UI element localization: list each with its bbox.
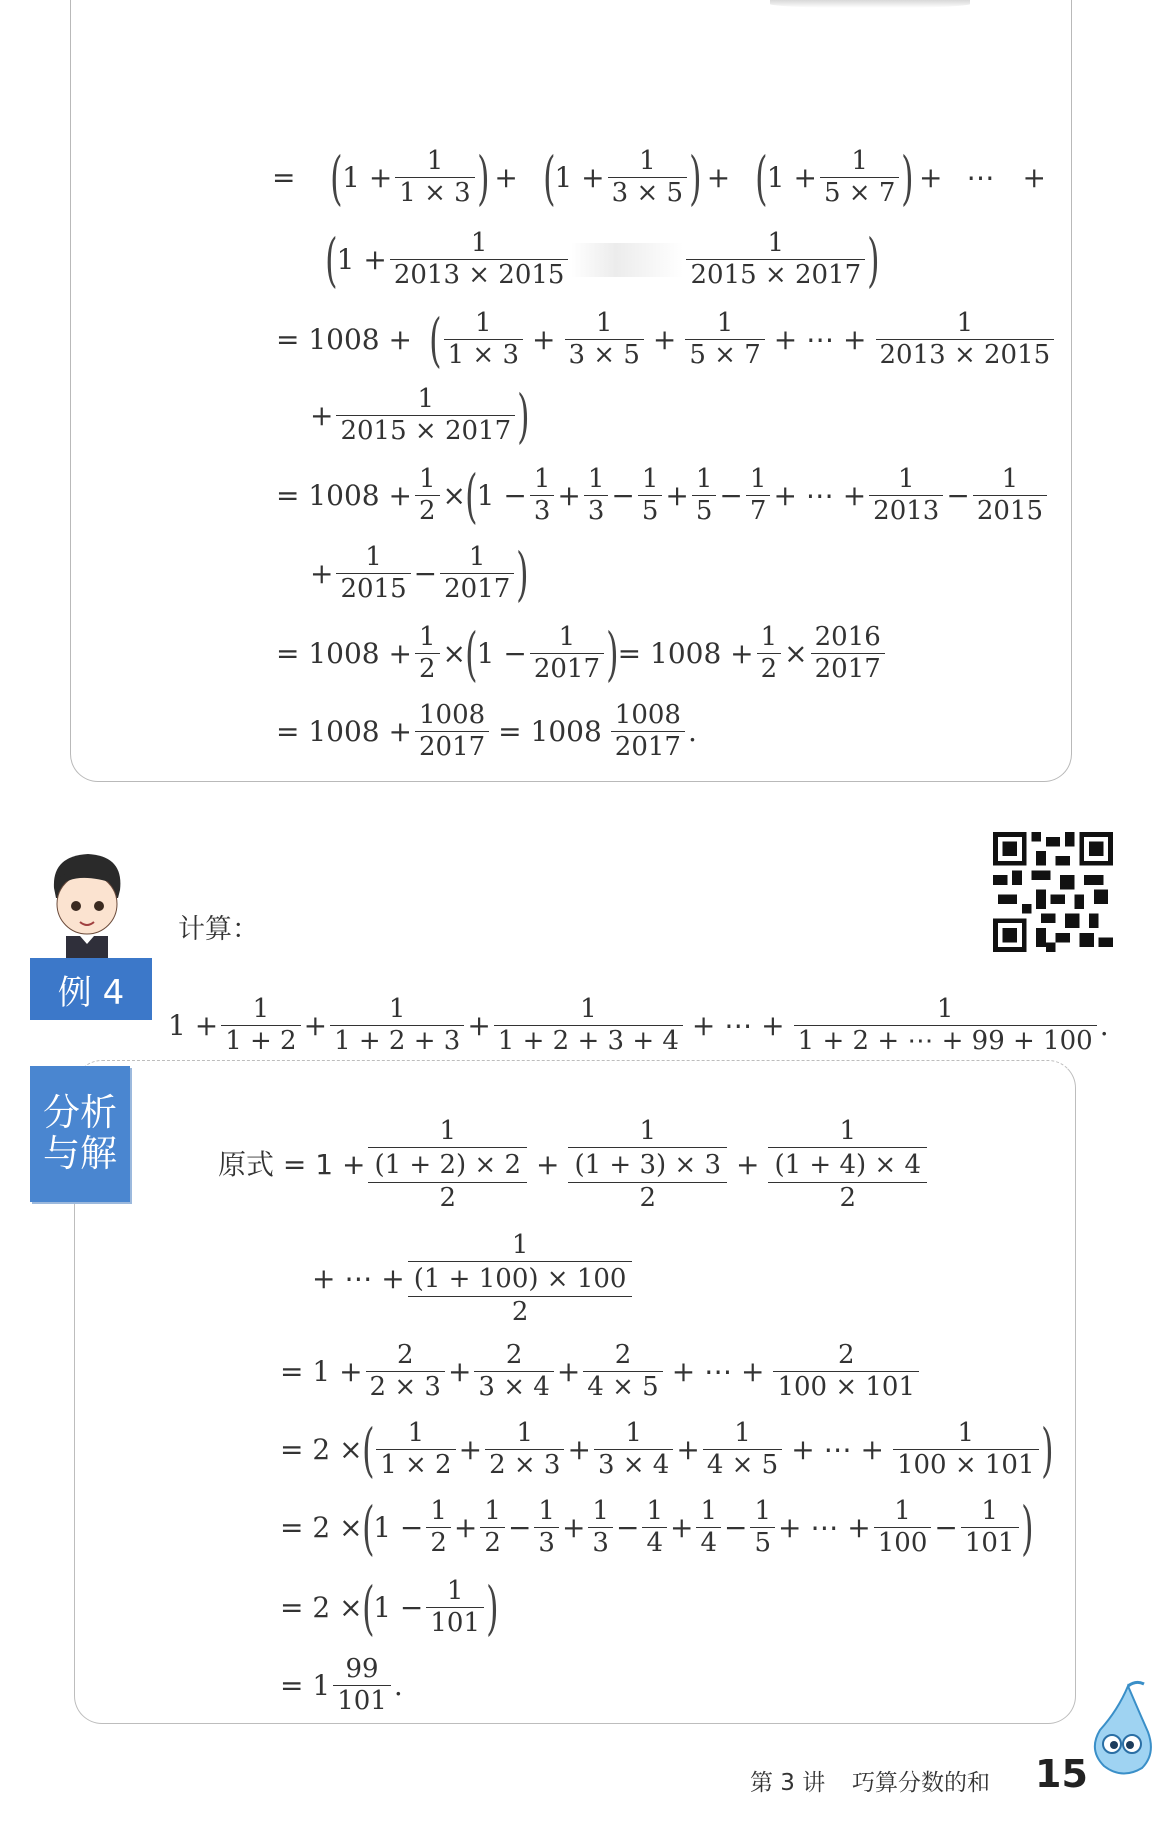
fraction: $\frac{1}{100 \times 101}$	[893, 1420, 1039, 1480]
fraction: $\frac{1}{4 \times 5}$	[703, 1420, 782, 1480]
ellipsis: + ⋯ +	[691, 1008, 785, 1042]
term: = 1008 +	[276, 636, 412, 670]
fraction: $\frac{2016}{2017}$	[811, 624, 885, 684]
fraction: $\frac{1}{2015}$	[336, 544, 410, 604]
fraction: $\frac{1008}{2017}$	[415, 702, 489, 762]
fraction: $\frac{2}{100 \times 101}$	[773, 1342, 919, 1402]
boy-mascot-icon	[44, 848, 130, 958]
fraction: $\frac{99}{101}$	[333, 1656, 391, 1716]
fraction: $\frac{1}{3}$	[534, 1498, 559, 1558]
top-line-1: = ( 1 + $\frac{1}{1 \times 3}$ ) + ( 1 + $\frac{1}{3 \times 5}$ ) + ( 1 + $\frac{1}{5 \times 7}$ ) + ⋯ +	[272, 143, 1046, 212]
analysis-line-7: = 1 $\frac{99}{101}$ .	[280, 1654, 403, 1717]
fraction: $\frac{1}{1 \times 2}$	[376, 1420, 455, 1480]
times-sign: ×	[442, 478, 466, 512]
fraction: $\frac{1}{2 \times 3}$	[485, 1420, 564, 1480]
fraction: $\frac{2}{4 \times 5}$	[583, 1342, 662, 1402]
fraction: $\frac{1}{1 + 2 + 3 + 4}$	[494, 996, 683, 1056]
fraction: $\frac{1}{101}$	[961, 1498, 1019, 1558]
term: 1 +	[766, 160, 817, 194]
term: + ⋯ +	[312, 1261, 405, 1295]
plus-sign: +	[706, 160, 731, 194]
term: = 1008 +	[276, 478, 412, 512]
analysis-line-1: 原式 = 1 + 1 (1 + 2) × 2 2 + 1 (1 + 3) × 3 2 + 1 (1 + 4) × 4 2	[218, 1118, 930, 1212]
compound-fraction: 1 (1 + 2) × 2 2	[368, 1118, 527, 1212]
term: 原式 = 1 +	[218, 1147, 366, 1181]
fraction: $\frac{1}{2015 \times 2017}$	[336, 386, 515, 446]
term: = 1008 +	[276, 714, 412, 748]
fraction: $\frac{1}{3}$	[530, 466, 555, 526]
fraction: $\frac{1}{5}$	[638, 466, 663, 526]
fraction: $\frac{1}{2013 \times 2015}$	[390, 230, 569, 290]
equals-sign: =	[272, 160, 296, 194]
ellipsis: ⋯	[966, 160, 995, 194]
fraction: $\frac{1}{1 + 2 + \cdots + 99 + 100}$	[794, 996, 1097, 1056]
fraction: $\frac{1}{2013 \times 2015}$	[876, 310, 1055, 370]
term: 1 −	[373, 1510, 424, 1544]
fraction: $\frac{1}{5}$	[692, 466, 717, 526]
term: = 1008 +	[617, 636, 754, 670]
scan-smudge	[571, 243, 683, 277]
term: 1 −	[476, 636, 527, 670]
term: 1 +	[342, 160, 393, 194]
fraction: $\frac{1}{4}$	[642, 1498, 667, 1558]
plus-sign: +	[919, 160, 943, 194]
qr-code-icon[interactable]	[993, 832, 1113, 952]
term: 1 −	[373, 1590, 424, 1624]
fraction: $\frac{1}{2015 \times 2017}$	[686, 230, 865, 290]
top-line-5: = 1008 + $\frac{1}{2}$ × ( 1 − $\frac{1}{3}$ + $\frac{1}{3}$ − $\frac{1}{5}$ + $\frac{1}{5}$ − $\frac{1}{7}$ + ⋯ + $\frac{1}{2013}$ − $\frac{1}{2015}$	[276, 466, 1050, 526]
top-line-7: = 1008 + $\frac{1}{2}$ × ( 1 − $\frac{1}{2017}$ ) = 1008 + $\frac{1}{2}$ × $\frac{2016}{2017}$	[276, 624, 888, 684]
page-number: 15	[1035, 1752, 1088, 1796]
fraction: $\frac{1}{3}$	[584, 466, 609, 526]
compound-fraction: 1 (1 + 4) × 4 2	[768, 1118, 927, 1212]
term: = 1008 +	[276, 322, 412, 356]
minus-sign: −	[413, 556, 438, 590]
plus-sign: +	[310, 398, 334, 432]
fraction: $\frac{1}{3 \times 4}$	[594, 1420, 673, 1480]
analysis-line-4: = 2 × ( $\frac{1}{1 \times 2}$ + $\frac{1}{2 \times 3}$ + $\frac{1}{3 \times 4}$ + $\frac{1}{4 \times 5}$ + ⋯ + $\frac{1}{100 \times 101}$ )	[280, 1415, 1054, 1484]
times-sign: ×	[442, 636, 466, 670]
ellipsis: + ⋯ +	[778, 1510, 871, 1544]
water-drop-mascot-icon	[1088, 1680, 1152, 1780]
analysis-line-6: = 2 × ( 1 − $\frac{1}{101}$ )	[280, 1573, 499, 1642]
term: 1 +	[336, 242, 387, 276]
fraction: $\frac{1}{100}$	[874, 1498, 932, 1558]
example-expression: 1 + $\frac{1}{1 + 2}$ + $\frac{1}{1 + 2 + 3}$ + $\frac{1}{1 + 2 + 3 + 4}$ + ⋯ + $\frac{1}{1 + 2 + \cdots + 99 + 100}$ .	[168, 994, 1109, 1057]
fraction: $\frac{1}{5 \times 7}$	[820, 148, 899, 208]
fraction: $\frac{1}{7}$	[746, 466, 771, 526]
fraction: $\frac{1}{2017}$	[530, 624, 604, 684]
fraction: $\frac{1}{5 \times 7}$	[685, 310, 764, 370]
example-tag: 例 4	[30, 958, 152, 1020]
fraction: $\frac{1008}{2017}$	[611, 702, 685, 762]
fraction: $\frac{2}{3 \times 4}$	[474, 1342, 553, 1402]
term: = 1008	[498, 714, 602, 748]
fraction: $\frac{1}{101}$	[426, 1578, 484, 1638]
chapter-title: 巧算分数的和	[852, 1770, 990, 1796]
lecture-number: 第 3 讲	[750, 1770, 826, 1796]
analysis-line-3: = 1 + $\frac{2}{2 \times 3}$ + $\frac{2}{3 \times 4}$ + $\frac{2}{4 \times 5}$ + ⋯ + $\frac{2}{100 \times 101}$	[280, 1342, 922, 1402]
top-line-3: = 1008 + ( $\frac{1}{1 \times 3}$ + $\frac{1}{3 \times 5}$ + $\frac{1}{5 \times 7}$ + ⋯ + $\frac{1}{2013 \times 2015}$	[276, 310, 1057, 370]
term: = 1 +	[280, 1354, 363, 1388]
ellipsis: + ⋯ +	[791, 1432, 884, 1466]
term: 1 −	[476, 478, 527, 512]
term: = 1	[280, 1668, 331, 1702]
term: 1 +	[168, 1008, 219, 1042]
top-line-2: ( 1 + $\frac{1}{2013 \times 2015}$ $\frac{1}{2015 \times 2017}$ )	[325, 225, 880, 294]
compound-fraction: 1 (1 + 100) × 100 2	[408, 1232, 633, 1326]
plus-sign: +	[494, 160, 518, 194]
fraction: $\frac{1}{2}$	[426, 1498, 451, 1558]
term: = 2 ×	[280, 1590, 363, 1624]
analysis-tag: 分析 与解	[30, 1066, 130, 1202]
fraction: $\frac{1}{2}$	[757, 624, 782, 684]
fraction: $\frac{1}{5}$	[750, 1498, 775, 1558]
ellipsis: + ⋯ +	[773, 322, 867, 356]
top-line-6: + $\frac{1}{2015}$ − $\frac{1}{2017}$ )	[310, 539, 529, 608]
fraction: $\frac{1}{1 + 2 + 3}$	[330, 996, 464, 1056]
analysis-line-2	[312, 1232, 635, 1326]
example-prompt: 计算：	[178, 914, 259, 945]
fraction: $\frac{1}{2}$	[480, 1498, 505, 1558]
term: 1 +	[554, 160, 605, 194]
fraction: $\frac{2}{2 \times 3}$	[366, 1342, 445, 1402]
fraction: $\frac{1}{1 \times 3}$	[395, 148, 474, 208]
fraction: $\frac{1}{1 + 2}$	[221, 996, 300, 1056]
term: = 2 ×	[280, 1510, 363, 1544]
ellipsis: + ⋯ +	[773, 478, 867, 512]
fraction: $\frac{1}{2017}$	[440, 544, 514, 604]
plus-sign: +	[1022, 160, 1046, 194]
fraction: $\frac{1}{1 \times 3}$	[444, 310, 523, 370]
times-sign: ×	[784, 636, 808, 670]
fraction: $\frac{1}{3 \times 5}$	[608, 148, 687, 208]
ellipsis: + ⋯ +	[671, 1354, 765, 1388]
top-line-4: + $\frac{1}{2015 \times 2017}$ )	[310, 381, 530, 450]
term: = 2 ×	[280, 1432, 363, 1466]
fraction: $\frac{1}{2}$	[415, 624, 440, 684]
plus-sign: +	[310, 556, 334, 590]
fraction: $\frac{1}{3}$	[588, 1498, 613, 1558]
analysis-line-5: = 2 × ( 1 − $\frac{1}{2}$ + $\frac{1}{2}$ − $\frac{1}{3}$ + $\frac{1}{3}$ − $\frac{1}{4}$ + $\frac{1}{4}$ − $\frac{1}{5}$ + ⋯ + $\frac{1}{100}$ − $\frac{1}{101}$ )	[280, 1493, 1034, 1562]
compound-fraction: 1 (1 + 3) × 3 2	[568, 1118, 727, 1212]
fraction: $\frac{1}{2}$	[415, 466, 440, 526]
fraction: $\frac{1}{2013}$	[869, 466, 943, 526]
fraction: $\frac{1}{4}$	[696, 1498, 721, 1558]
fraction: $\frac{1}{3 \times 5}$	[565, 310, 644, 370]
fraction: $\frac{1}{2015}$	[973, 466, 1047, 526]
top-line-8: = 1008 + $\frac{1008}{2017}$ = 1008 $\frac{1008}{2017}$ .	[276, 700, 697, 763]
